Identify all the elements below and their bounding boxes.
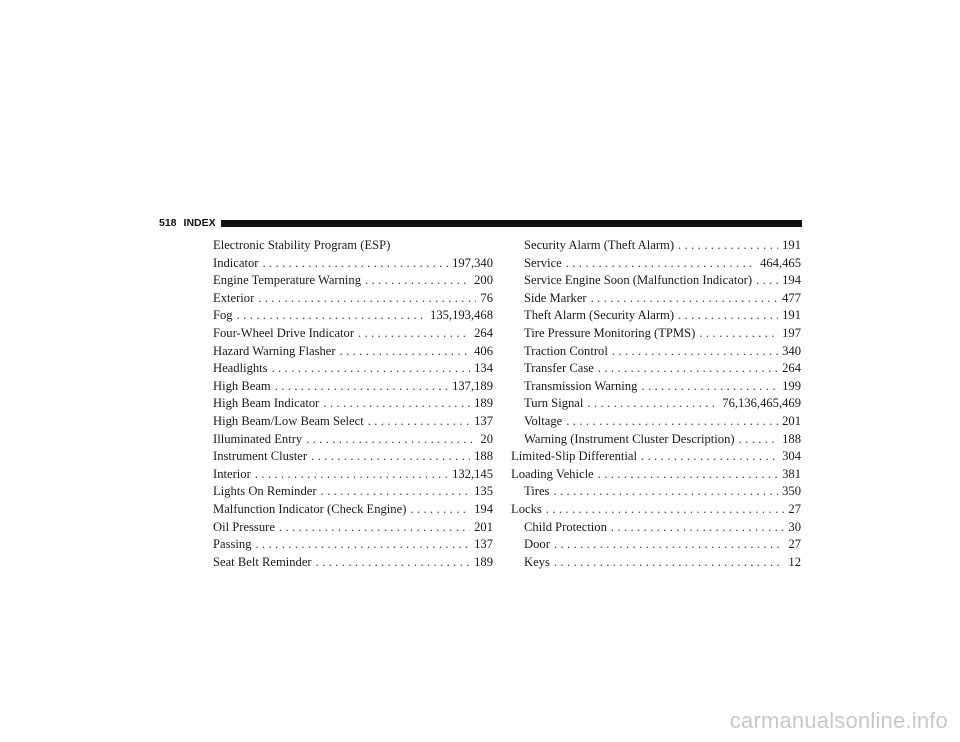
entry-page: 191 (782, 308, 801, 323)
watermark: carmanualsonline.info (729, 708, 948, 733)
entry-label: Side Marker (524, 290, 587, 305)
leader-dots (566, 413, 778, 431)
entry-page: 27 (788, 537, 801, 552)
entry-page: 197 (782, 325, 801, 340)
entry-page: 189 (474, 554, 493, 569)
entry-page: 137 (474, 413, 493, 428)
entry-label: Illuminated Entry (213, 431, 303, 446)
leader-dots (678, 307, 778, 325)
entry-label: Service Engine Soon (Malfunction Indicator) (524, 273, 753, 288)
leader-dots (566, 255, 756, 273)
entry-page: 134 (474, 361, 493, 376)
entry-label: Seat Belt Reminder (213, 554, 312, 569)
index-entry (213, 237, 493, 255)
entry-label: Keys (524, 554, 550, 569)
page-number: 518 (159, 217, 177, 229)
entry-label: Locks (511, 501, 542, 516)
entry-page: 191 (782, 238, 801, 252)
entry-label: Passing (213, 537, 252, 552)
entry-page: 135 (474, 484, 493, 499)
index-entry (511, 395, 801, 413)
index-entry (213, 483, 493, 501)
entry-label: Oil Pressure (213, 519, 275, 534)
entry-label: Instrument Cluster (213, 449, 308, 464)
leader-dots (554, 536, 785, 554)
entry-label: Fog (213, 308, 233, 323)
index-entry (213, 431, 493, 449)
entry-page: 381 (782, 466, 801, 481)
leader-dots (554, 554, 785, 572)
leader-dots (237, 307, 426, 325)
entry-label: Hazard Warning Flasher (213, 343, 336, 358)
index-entry (213, 272, 493, 290)
entry-label: Malfunction Indicator (Check Engine) (213, 501, 407, 516)
entry-page: 199 (782, 378, 801, 393)
leader-dots (739, 431, 779, 449)
leader-dots (598, 360, 778, 378)
entry-label: Lights On Reminder (213, 484, 317, 499)
entry-page: 76,136,465,469 (722, 396, 801, 411)
index-entry (511, 466, 801, 484)
entry-page: 200 (474, 273, 493, 288)
entry-label: High Beam (213, 378, 271, 393)
index-entry (511, 431, 801, 449)
index-column-left (213, 237, 493, 571)
index-entry (213, 378, 493, 396)
entry-label: Exterior (213, 290, 255, 305)
index-column-right (511, 237, 801, 571)
entry-page: 189 (474, 396, 493, 411)
leader-dots (279, 519, 470, 537)
index-entry (213, 501, 493, 519)
leader-dots (272, 360, 471, 378)
entry-label: Indicator (213, 255, 259, 270)
entry-page: 350 (782, 484, 801, 499)
leader-dots (340, 343, 471, 361)
entry-page: 464,465 (760, 255, 801, 270)
leader-dots (546, 501, 785, 519)
index-entry (511, 325, 801, 343)
index-entry (511, 483, 801, 501)
entry-page: 340 (782, 343, 801, 358)
leader-dots (358, 325, 470, 343)
entry-label: High Beam/Low Beam Select (213, 413, 364, 428)
index-entry (511, 307, 801, 325)
entry-label: Voltage (524, 413, 563, 428)
entry-page: 188 (782, 431, 801, 446)
entry-page: 27 (788, 501, 801, 516)
index-entry (213, 536, 493, 554)
entry-page: 406 (474, 343, 493, 358)
index-entry (213, 466, 493, 484)
leader-dots (756, 272, 778, 290)
entry-page: 197,340 (452, 255, 493, 270)
entry-label: Transmission Warning (524, 378, 638, 393)
page-header (159, 217, 802, 229)
leader-dots (641, 378, 778, 396)
entry-page: 188 (474, 449, 493, 464)
leader-dots (258, 290, 476, 308)
leader-dots (699, 325, 778, 343)
leader-dots (612, 343, 778, 361)
entry-label: Electronic Stability Program (ESP) (213, 238, 391, 252)
entry-label: Traction Control (524, 343, 608, 358)
entry-label: Transfer Case (524, 361, 594, 376)
index-entry (511, 519, 801, 537)
index-entry (511, 272, 801, 290)
index-entry (511, 343, 801, 361)
index-entry (213, 554, 493, 572)
leader-dots (306, 431, 476, 449)
entry-page: 304 (782, 449, 801, 464)
entry-page: 264 (782, 361, 801, 376)
leader-dots (591, 290, 779, 308)
leader-dots (553, 483, 778, 501)
entry-label: Tires (524, 484, 550, 499)
leader-dots (365, 272, 470, 290)
leader-dots (262, 255, 448, 273)
index-entry (511, 378, 801, 396)
entry-label: Headlights (213, 361, 268, 376)
index-entry (213, 448, 493, 466)
leader-dots (321, 483, 471, 501)
index-entry (511, 290, 801, 308)
leader-dots (323, 395, 470, 413)
entry-label: Security Alarm (Theft Alarm) (524, 238, 675, 252)
entry-label: Service (524, 255, 562, 270)
section-title: INDEX (183, 217, 216, 229)
entry-label: High Beam Indicator (213, 396, 320, 411)
index-entry (511, 237, 801, 255)
leader-dots (641, 448, 778, 466)
entry-label: Warning (Instrument Cluster Description) (524, 431, 735, 446)
leader-dots (275, 378, 448, 396)
entry-label: Turn Signal (524, 396, 584, 411)
leader-dots (587, 395, 718, 413)
leader-dots (311, 448, 470, 466)
entry-label: Limited-Slip Differential (511, 449, 638, 464)
entry-page: 135,193,468 (430, 308, 493, 323)
index-entry (213, 413, 493, 431)
entry-page: 132,145 (452, 466, 493, 481)
index-entry (511, 536, 801, 554)
entry-label: Theft Alarm (Security Alarm) (524, 308, 675, 323)
index-entry (511, 501, 801, 519)
entry-page: 137 (474, 537, 493, 552)
index-entry (213, 343, 493, 361)
index-entry (213, 325, 493, 343)
entry-page: 201 (782, 413, 801, 428)
index-entry (213, 255, 493, 273)
index-entry (213, 519, 493, 537)
entry-label: Loading Vehicle (511, 466, 594, 481)
entry-label: Engine Temperature Warning (213, 273, 362, 288)
leader-dots (368, 413, 470, 431)
entry-label: Tire Pressure Monitoring (TPMS) (524, 325, 696, 340)
entry-page: 194 (782, 273, 801, 288)
leader-dots (255, 466, 448, 484)
index-entry (213, 290, 493, 308)
entry-page: 12 (788, 554, 801, 569)
leader-dots (410, 501, 470, 519)
index-entry (511, 255, 801, 273)
leader-dots (256, 536, 471, 554)
entry-page: 264 (474, 325, 493, 340)
index-entry (511, 554, 801, 572)
entry-page: 20 (480, 431, 493, 446)
leader-dots (316, 554, 470, 572)
entry-page: 76 (480, 290, 493, 305)
index-entry (213, 360, 493, 378)
index-entry (511, 413, 801, 431)
header-rule (221, 220, 802, 227)
entry-label: Interior (213, 466, 251, 481)
entry-label: Door (524, 537, 550, 552)
entry-label: Child Protection (524, 519, 607, 534)
index-entry (213, 395, 493, 413)
entry-page: 30 (788, 519, 801, 534)
leader-dots (678, 237, 778, 255)
leader-dots (598, 466, 778, 484)
leader-dots (611, 519, 785, 537)
entry-label: Four-Wheel Drive Indicator (213, 325, 355, 340)
index-entry (213, 307, 493, 325)
entry-page: 194 (474, 501, 493, 516)
entry-page: 137,189 (452, 378, 493, 393)
index-entry (511, 448, 801, 466)
entry-page: 201 (474, 519, 493, 534)
index-entry (511, 360, 801, 378)
entry-page: 477 (782, 290, 801, 305)
